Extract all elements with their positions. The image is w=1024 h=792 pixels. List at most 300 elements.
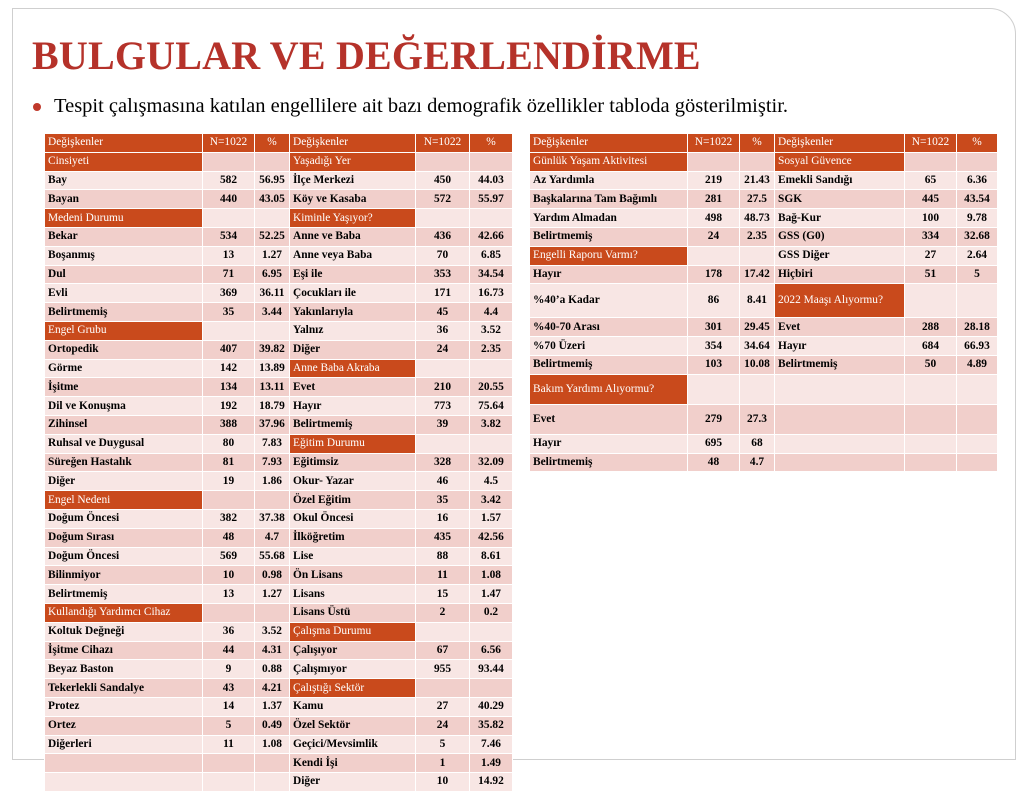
count-cell: 534 [203,227,255,246]
count-cell: 773 [416,397,470,416]
count-cell: 35 [203,303,255,322]
table-row [45,453,513,472]
table-row [45,190,513,209]
variable-cell: Tekerlekli Sandalye [45,679,203,698]
percent-cell [740,246,775,265]
count-cell: 71 [203,265,255,284]
variable-cell: Yalnız [290,321,416,340]
variable-cell: Doğum Öncesi [45,547,203,566]
variable-cell: Hayır [530,434,688,453]
percent-cell: 3.52 [255,622,290,641]
count-cell: 388 [203,415,255,434]
variable-cell: Evet [290,378,416,397]
percent-cell: 42.56 [470,528,513,547]
percent-cell [255,321,290,340]
percent-cell: 3.42 [470,491,513,510]
count-cell: 46 [416,472,470,491]
table-row [45,378,513,397]
variable-cell: Hayır [775,337,905,356]
count-cell: 48 [688,453,740,472]
count-cell: 695 [688,434,740,453]
variable-cell: Geçici/Mevsimlik [290,735,416,754]
count-cell: 13 [203,246,255,265]
count-cell: 24 [688,227,740,246]
percent-cell: 29.45 [740,318,775,337]
percent-cell: 39.82 [255,340,290,359]
variable-cell: Özel Sektör [290,716,416,735]
variable-cell: Köy ve Kasaba [290,190,416,209]
count-cell: 498 [688,209,740,228]
variable-cell: Az Yardımla [530,171,688,190]
table-row [45,585,513,604]
count-cell: 142 [203,359,255,378]
percent-cell [957,434,998,453]
table-row [45,359,513,378]
count-cell [203,773,255,792]
header-count: N=1022 [416,134,470,153]
count-cell: 19 [203,472,255,491]
percent-cell: 0.2 [470,603,513,622]
variable-cell: %70 Üzeri [530,337,688,356]
percent-cell: 34.64 [740,337,775,356]
count-cell: 50 [905,355,957,374]
percent-cell: 8.41 [740,284,775,318]
percent-cell [255,209,290,228]
count-cell: 11 [203,735,255,754]
section-header-cell: Engel Grubu [45,321,203,340]
percent-cell: 40.29 [470,697,513,716]
percent-cell: 1.08 [470,566,513,585]
percent-cell: 8.61 [470,547,513,566]
count-cell [203,491,255,510]
variable-cell: Ortez [45,716,203,735]
count-cell [688,152,740,171]
section-header-cell: Kiminle Yaşıyor? [290,209,416,228]
bullet-dot-icon [33,103,41,111]
table-row [45,321,513,340]
table-row [530,265,998,284]
section-header-cell: Engelli Raporu Varmı? [530,246,688,265]
percent-cell: 27.3 [740,404,775,434]
variable-cell: Belirtmemiş [530,453,688,472]
table-header-row [530,134,998,153]
count-cell [905,404,957,434]
count-cell: 171 [416,284,470,303]
variable-cell: Bağ-Kur [775,209,905,228]
table-row [45,754,513,773]
percent-cell: 37.38 [255,509,290,528]
table-row [45,340,513,359]
percent-cell: 0.88 [255,660,290,679]
percent-cell [957,453,998,472]
count-cell: 45 [416,303,470,322]
variable-cell: Belirtmemiş [775,355,905,374]
variable-cell: Bekar [45,227,203,246]
table-row [530,209,998,228]
variable-cell: Diğer [45,472,203,491]
variable-cell [775,374,905,404]
slide-title: BULGULAR VE DEĞERLENDİRME [32,33,701,78]
percent-cell: 44.03 [470,171,513,190]
percent-cell: 36.11 [255,284,290,303]
percent-cell: 2.35 [740,227,775,246]
count-cell: 10 [416,773,470,792]
percent-cell: 1.86 [255,472,290,491]
variable-cell: Belirtmemiş [530,227,688,246]
percent-cell: 4.31 [255,641,290,660]
section-header-cell: Çalıştığı Sektör [290,679,416,698]
table-row [530,227,998,246]
variable-cell: Ortopedik [45,340,203,359]
table-row [530,434,998,453]
section-header-cell: Cinsiyeti [45,152,203,171]
count-cell [203,603,255,622]
count-cell: 2 [416,603,470,622]
variable-cell: Başkalarına Tam Bağımlı [530,190,688,209]
variable-cell: Kamu [290,697,416,716]
table-row [45,603,513,622]
table-header-row [45,134,513,153]
variable-cell: Doğum Sırası [45,528,203,547]
count-cell: 354 [688,337,740,356]
count-cell: 14 [203,697,255,716]
percent-cell: 13.89 [255,359,290,378]
percent-cell: 16.73 [470,284,513,303]
header-percent: % [740,134,775,153]
table-row [45,284,513,303]
count-cell: 65 [905,171,957,190]
variable-cell: Anne ve Baba [290,227,416,246]
header-count: N=1022 [905,134,957,153]
percent-cell: 7.83 [255,434,290,453]
percent-cell [470,152,513,171]
variable-cell: %40’a Kadar [530,284,688,318]
count-cell: 440 [203,190,255,209]
table-row [45,528,513,547]
variable-cell: SGK [775,190,905,209]
count-cell [203,321,255,340]
variable-cell: Lise [290,547,416,566]
percent-cell: 10.08 [740,355,775,374]
count-cell [416,209,470,228]
header-variables: Değişkenler [775,134,905,153]
percent-cell: 32.09 [470,453,513,472]
count-cell: 51 [905,265,957,284]
header-variables: Değişkenler [290,134,416,153]
table-row [45,152,513,171]
percent-cell: 37.96 [255,415,290,434]
percent-cell: 14.92 [470,773,513,792]
variable-cell: Koltuk Değneği [45,622,203,641]
percent-cell [740,152,775,171]
count-cell: 103 [688,355,740,374]
variable-cell [45,754,203,773]
variable-cell: Anne veya Baba [290,246,416,265]
count-cell: 67 [416,641,470,660]
variable-cell: GSS (G0) [775,227,905,246]
percent-cell [255,773,290,792]
count-cell: 36 [416,321,470,340]
count-cell [416,622,470,641]
table-row [45,660,513,679]
count-cell: 192 [203,397,255,416]
percent-cell: 9.78 [957,209,998,228]
count-cell [905,374,957,404]
variable-cell: Hiçbiri [775,265,905,284]
percent-cell: 27.5 [740,190,775,209]
percent-cell: 3.44 [255,303,290,322]
percent-cell: 93.44 [470,660,513,679]
variable-cell: Hayır [290,397,416,416]
percent-cell: 43.54 [957,190,998,209]
variable-cell: Ön Lisans [290,566,416,585]
percent-cell: 1.27 [255,585,290,604]
count-cell: 219 [688,171,740,190]
percent-cell: 0.98 [255,566,290,585]
count-cell: 81 [203,453,255,472]
variable-cell [775,453,905,472]
count-cell: 569 [203,547,255,566]
variable-cell: Yakınlarıyla [290,303,416,322]
table-row [530,355,998,374]
section-header-cell: Anne Baba Akraba [290,359,416,378]
percent-cell: 2.64 [957,246,998,265]
count-cell: 15 [416,585,470,604]
percent-cell: 5 [957,265,998,284]
percent-cell: 55.97 [470,190,513,209]
count-cell: 44 [203,641,255,660]
variable-cell: Okul Öncesi [290,509,416,528]
table-row [45,735,513,754]
bullet-text: Tespit çalışmasına katılan engellilere ait bazı demografik özellikler tabloda gösterilmiştir. [54,95,789,117]
percent-cell: 7.93 [255,453,290,472]
variable-cell: Boşanmış [45,246,203,265]
count-cell: 100 [905,209,957,228]
percent-cell [957,284,998,318]
table-row [45,566,513,585]
count-cell [688,246,740,265]
variable-cell: Okur- Yazar [290,472,416,491]
table-row [45,227,513,246]
variable-cell: Çocukları ile [290,284,416,303]
variable-cell: Diğer [290,340,416,359]
percent-cell [957,374,998,404]
count-cell [203,754,255,773]
table-row [530,404,998,434]
percent-cell: 4.4 [470,303,513,322]
table-row [530,453,998,472]
percent-cell: 3.82 [470,415,513,434]
section-header-cell: Engel Nedeni [45,491,203,510]
variable-cell: Bilinmiyor [45,566,203,585]
table-row [45,209,513,228]
count-cell: 445 [905,190,957,209]
table-row [45,434,513,453]
percent-cell [255,491,290,510]
count-cell: 955 [416,660,470,679]
table-row [530,171,998,190]
section-header-cell: Çalışma Durumu [290,622,416,641]
count-cell: 80 [203,434,255,453]
variable-cell: Dul [45,265,203,284]
count-cell: 70 [416,246,470,265]
percent-cell [470,434,513,453]
section-header-cell: Yaşadığı Yer [290,152,416,171]
header-percent: % [255,134,290,153]
table-row [45,773,513,792]
percent-cell: 56.95 [255,171,290,190]
count-cell: 334 [905,227,957,246]
table-row [45,716,513,735]
section-header-cell: Kullandığı Yardımcı Cihaz [45,603,203,622]
table-row [45,246,513,265]
percent-cell: 1.27 [255,246,290,265]
count-cell: 43 [203,679,255,698]
count-cell [688,374,740,404]
table-row [45,547,513,566]
count-cell: 279 [688,404,740,434]
table-row [45,679,513,698]
percent-cell: 21.43 [740,171,775,190]
variable-cell: Zihinsel [45,415,203,434]
table-row [45,641,513,660]
percent-cell: 32.68 [957,227,998,246]
count-cell: 382 [203,509,255,528]
percent-cell: 6.85 [470,246,513,265]
count-cell [416,434,470,453]
percent-cell [255,754,290,773]
count-cell: 88 [416,547,470,566]
table-row [530,152,998,171]
count-cell [416,679,470,698]
table-row [45,397,513,416]
count-cell: 11 [416,566,470,585]
count-cell: 353 [416,265,470,284]
header-percent: % [957,134,998,153]
count-cell [905,453,957,472]
percent-cell: 3.52 [470,321,513,340]
variable-cell: Lisans [290,585,416,604]
percent-cell: 52.25 [255,227,290,246]
count-cell [905,434,957,453]
variable-cell: Eşi ile [290,265,416,284]
percent-cell [255,603,290,622]
table-row [45,491,513,510]
demographics-table-right [529,133,998,472]
variable-cell: Evet [530,404,688,434]
percent-cell [470,622,513,641]
count-cell: 35 [416,491,470,510]
count-cell: 1 [416,754,470,773]
percent-cell: 66.93 [957,337,998,356]
table-row [45,622,513,641]
percent-cell: 4.89 [957,355,998,374]
table-row [530,337,998,356]
variable-cell: Bayan [45,190,203,209]
variable-cell: Emekli Sandığı [775,171,905,190]
header-count: N=1022 [203,134,255,153]
table-row [45,697,513,716]
count-cell: 572 [416,190,470,209]
percent-cell: 20.55 [470,378,513,397]
percent-cell [255,152,290,171]
variable-cell: Ruhsal ve Duygusal [45,434,203,453]
percent-cell: 18.79 [255,397,290,416]
percent-cell: 17.42 [740,265,775,284]
percent-cell: 43.05 [255,190,290,209]
variable-cell: İşitme [45,378,203,397]
count-cell: 16 [416,509,470,528]
percent-cell: 75.64 [470,397,513,416]
count-cell: 10 [203,566,255,585]
percent-cell: 1.08 [255,735,290,754]
variable-cell [775,404,905,434]
count-cell: 27 [905,246,957,265]
header-percent: % [470,134,513,153]
percent-cell: 4.21 [255,679,290,698]
percent-cell [740,374,775,404]
variable-cell: Lisans Üstü [290,603,416,622]
variable-cell: Evet [775,318,905,337]
percent-cell: 1.47 [470,585,513,604]
percent-cell: 68 [740,434,775,453]
count-cell: 281 [688,190,740,209]
percent-cell: 34.54 [470,265,513,284]
variable-cell: Diğerleri [45,735,203,754]
count-cell: 36 [203,622,255,641]
count-cell: 288 [905,318,957,337]
variable-cell: Çalışıyor [290,641,416,660]
variable-cell: Çalışmıyor [290,660,416,679]
percent-cell: 48.73 [740,209,775,228]
variable-cell: Eğitimsiz [290,453,416,472]
table-row [45,303,513,322]
count-cell: 328 [416,453,470,472]
count-cell [203,152,255,171]
variable-cell: Doğum Öncesi [45,509,203,528]
percent-cell: 55.68 [255,547,290,566]
variable-cell: İşitme Cihazı [45,641,203,660]
percent-cell: 4.7 [255,528,290,547]
count-cell: 684 [905,337,957,356]
variable-cell: Özel Eğitim [290,491,416,510]
count-cell [905,284,957,318]
count-cell: 436 [416,227,470,246]
percent-cell: 35.82 [470,716,513,735]
percent-cell [957,152,998,171]
percent-cell: 1.49 [470,754,513,773]
variable-cell: Hayır [530,265,688,284]
table-row [530,190,998,209]
percent-cell: 1.37 [255,697,290,716]
variable-cell: İlköğretim [290,528,416,547]
count-cell: 9 [203,660,255,679]
variable-cell: Beyaz Baston [45,660,203,679]
percent-cell: 6.36 [957,171,998,190]
count-cell [416,152,470,171]
percent-cell: 0.49 [255,716,290,735]
count-cell: 48 [203,528,255,547]
count-cell: 450 [416,171,470,190]
table-row [45,265,513,284]
count-cell: 5 [203,716,255,735]
count-cell: 369 [203,284,255,303]
count-cell: 39 [416,415,470,434]
header-variables: Değişkenler [530,134,688,153]
table-row [45,509,513,528]
variable-cell: Belirtmemiş [290,415,416,434]
variable-cell: GSS Diğer [775,246,905,265]
